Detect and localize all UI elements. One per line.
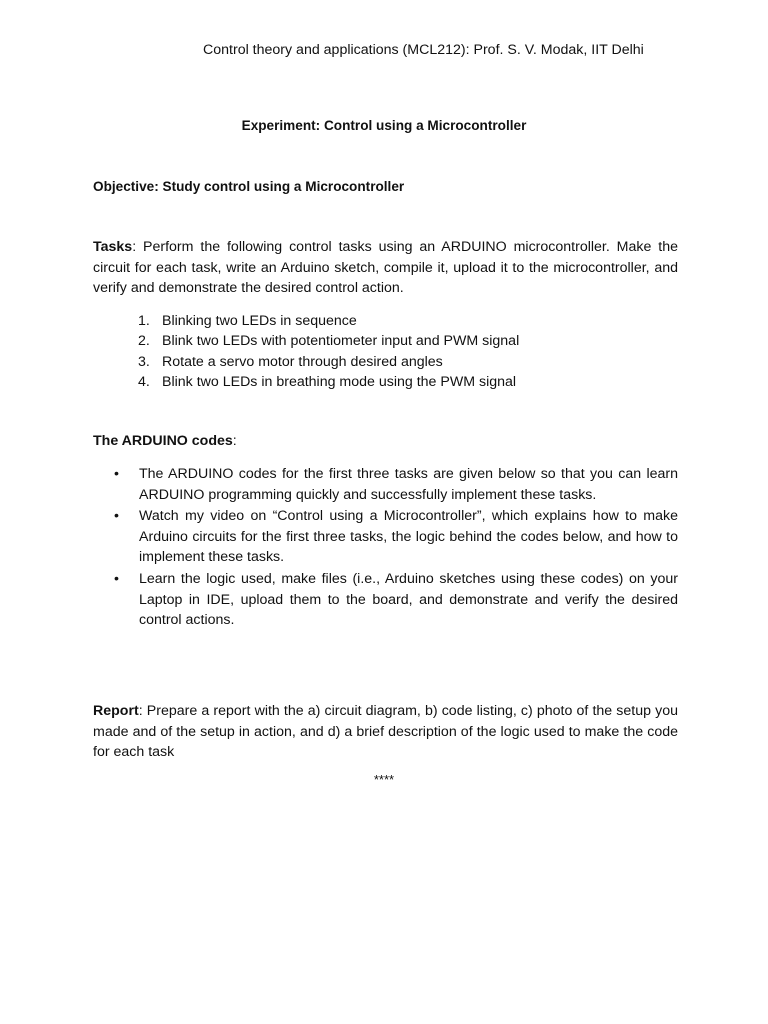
codes-bullet-list [93,464,678,632]
bullet-icon: • [114,466,119,482]
codes-suffix: : [232,433,237,449]
bullet-text: Learn the logic used, make files (i.e., Arduino sketches using these codes) on your Laptop in IDE, upload them to the board, and demonstrate and verify the desired control actions. [139,570,678,629]
bullet-icon: • [114,508,119,525]
list-item-number: 4. [138,374,150,391]
bullet-text: Watch my video on “Control using a Microcontroller”, which explains how to make Arduino circuits for the first three tasks, the logic behind the codes below, and how to implement these tasks. [139,508,678,566]
experiment-title: Experiment: Control using a Microcontroller [241,118,527,133]
list-item-text: Rotate a servo motor through desired angles [162,353,443,370]
codes-heading [93,433,237,449]
tasks-label: Tasks [93,239,133,255]
end-mark: **** [373,772,395,787]
list-item [93,506,678,568]
report-label: Report [93,703,139,719]
list-item-number: 1. [138,313,150,329]
codes-label: The ARDUINO codes [93,433,233,449]
list-item-number: 2. [138,333,150,350]
report-paragraph [93,701,678,763]
list-item-number: 3. [138,353,150,370]
list-item-text: Blink two LEDs with potentiometer input and PWM signal [162,333,520,350]
bullet-text: The ARDUINO codes for the first three tasks are given below so that you can learn ARDUINO programming quickly and successfully implement these tasks. [139,466,678,503]
bullet-icon: • [114,570,119,587]
list-item-text: Blink two LEDs in breathing mode using the PWM signal [162,374,517,391]
objective-heading: Objective: Study control using a Microcontroller [93,179,405,194]
tasks-paragraph [93,237,678,299]
tasks-text: : Perform the following control tasks using an ARDUINO microcontroller. Make the circuit for each task, write an Arduino sketch, compile it, upload it to the microcontroller, and verify and demonstrate the desired control action. [93,239,678,297]
report-text: : Prepare a report with the a) circuit diagram, b) code listing, c) photo of the setup you made and of the setup in action, and d) a brief description of the logic used to make the code for each task [93,703,678,761]
list-item-text: Blinking two LEDs in sequence [162,313,357,329]
list-item [93,464,678,505]
list-item [93,569,678,631]
page-header: Control theory and applications (MCL212): Prof. S. V. Modak, IIT Delhi [203,42,644,58]
